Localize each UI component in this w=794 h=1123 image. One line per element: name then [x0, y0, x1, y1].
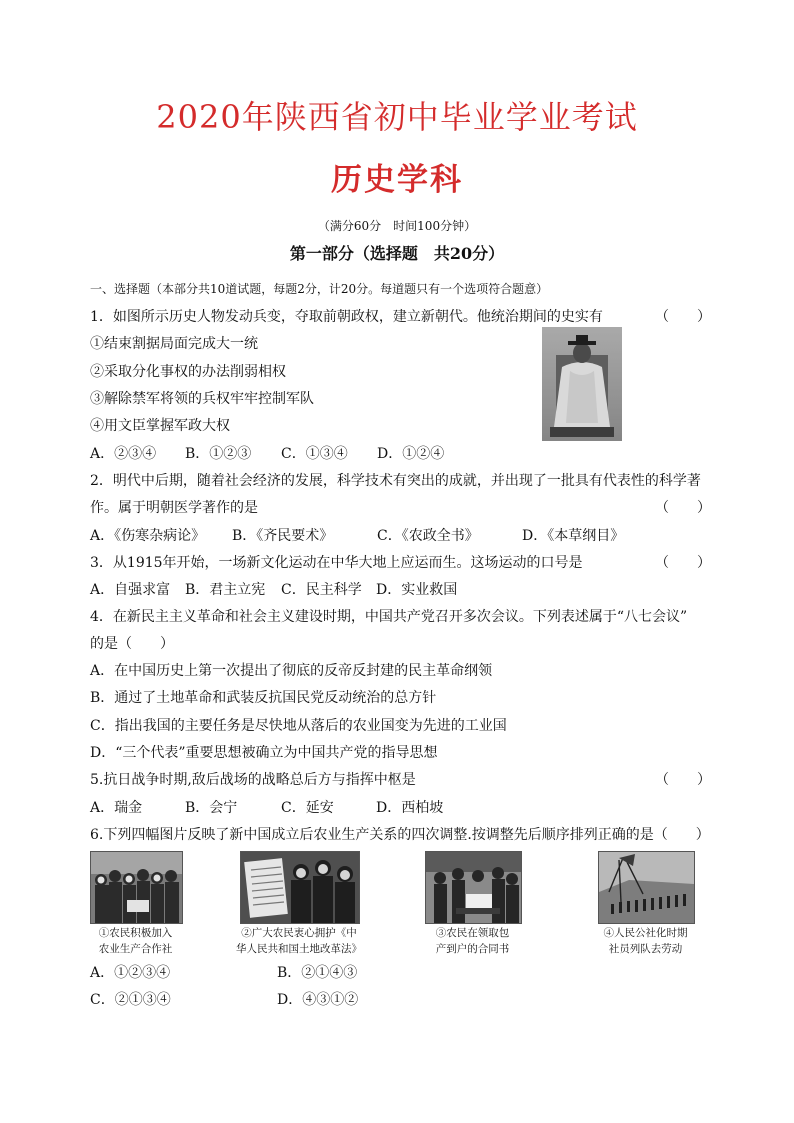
q1-answer-blank: （ ）	[655, 309, 711, 325]
q1-item-1: ①结束割据局面完成大一统	[90, 336, 258, 352]
q5-answer-blank: （ ）	[655, 772, 711, 788]
q3-option-b: B．君主立宪	[185, 582, 266, 598]
q3-stem: 3．从1915年开始，一场新文化运动在中华大地上应运而生。这场运动的口号是	[90, 555, 583, 571]
q6-caption-4-line-2: 社员列队去劳动	[608, 943, 683, 955]
q6-photo-1-cooperative	[90, 851, 183, 924]
q2-answer-blank: （ ）	[655, 500, 711, 516]
q5-option-a: A．瑞金	[90, 800, 143, 816]
q5-option-b: B．会宁	[185, 800, 238, 816]
q1-item-2: ②采取分化事权的办法削弱相权	[90, 364, 286, 380]
q1-option-d: D．①②④	[377, 446, 445, 462]
q6-caption-3-line-1: ③农民在领取包	[435, 927, 510, 939]
q4-stem-line-1: 4．在新民主主义革命和社会主义建设时期，中国共产党召开多次会议。下列表述属于“八七会议”	[90, 609, 688, 625]
q6-option-c: C．②①③④	[90, 992, 171, 1008]
q2-stem-line-1: 2．明代中后期，随着社会经济的发展，科学技术有突出的成就，并出现了一批具有代表性的科学著	[90, 473, 701, 489]
q4-option-c: C．指出我国的主要任务是尽快地从落后的农业国变为先进的工业国	[90, 718, 507, 734]
exam-info: （满分60分 时间100分钟）	[317, 219, 477, 233]
q1-option-b: B．①②③	[185, 446, 252, 462]
part-title: 第一部分（选择题 共20分）	[289, 244, 505, 263]
q5-option-d: D．西柏坡	[376, 800, 444, 816]
q1-item-4: ④用文臣掌握军政大权	[90, 418, 230, 434]
q2-option-c: C．《农政全书》	[377, 528, 479, 544]
q2-option-d: D．《本草纲目》	[522, 528, 625, 544]
q2-stem-line-2: 作。属于明朝医学著作的是	[90, 500, 258, 516]
q5-option-c: C．延安	[281, 800, 334, 816]
q6-caption-1-line-1: ①农民积极加入	[98, 927, 173, 939]
q4-stem-line-2: 的是（ ）	[90, 636, 174, 652]
q6-caption-3-line-2: 产到户的合同书	[435, 943, 510, 955]
q6-photo-4-commune-labor	[598, 851, 695, 924]
q6-caption-1-line-2: 农业生产合作社	[98, 943, 173, 955]
subject-title: 历史学科	[331, 162, 463, 198]
q3-option-a: A．自强求富	[90, 582, 171, 598]
section-instructions: 一、选择题（本部分共10道试题，每题2分，计20分。每道题只有一个选项符合题意）	[90, 282, 549, 296]
q1-stem: 1．如图所示历史人物发动兵变，夺取前朝政权，建立新朝代。他统治期间的史实有	[90, 309, 603, 325]
q6-stem: 6.下列四幅图片反映了新中国成立后农业生产关系的四次调整.按调整先后顺序排列正确的是（ ）	[90, 827, 710, 843]
q3-option-c: C．民主科学	[281, 582, 362, 598]
q6-caption-2-line-2: 华人民共和国土地改革法》	[236, 943, 362, 955]
q6-option-d: D．④③①②	[277, 992, 359, 1008]
exam-title: 2020年陕西省初中毕业学业考试	[156, 98, 638, 136]
emperor-portrait-image	[542, 327, 622, 441]
q1-item-3: ③解除禁军将领的兵权牢牢控制军队	[90, 391, 314, 407]
q4-option-d: D．“三个代表”重要思想被确立为中国共产党的指导思想	[90, 745, 438, 761]
q6-option-a: A．①②③④	[90, 965, 171, 981]
q2-option-b: B．《齐民要术》	[232, 528, 334, 544]
q2-option-a: A．《伤寒杂病论》	[90, 528, 206, 544]
q4-option-b: B．通过了土地革命和武装反抗国民党反动统治的总方针	[90, 690, 437, 706]
q1-option-c: C．①③④	[281, 446, 348, 462]
q6-photo-2-land-reform	[240, 851, 360, 924]
q5-stem: 5.抗日战争时期,敌后战场的战略总后方与指挥中枢是	[90, 772, 416, 788]
q3-answer-blank: （ ）	[655, 555, 711, 571]
q3-option-d: D．实业救国	[376, 582, 458, 598]
q1-option-a: A．②③④	[90, 446, 157, 462]
q6-caption-2-line-1: ②广大农民衷心拥护《中	[241, 927, 357, 939]
q6-photo-3-household-contract	[425, 851, 522, 924]
q6-option-b: B．②①④③	[277, 965, 358, 981]
q4-option-a: A．在中国历史上第一次提出了彻底的反帝反封建的民主革命纲领	[90, 663, 493, 679]
q6-caption-4-line-1: ④人民公社化时期	[603, 927, 688, 939]
